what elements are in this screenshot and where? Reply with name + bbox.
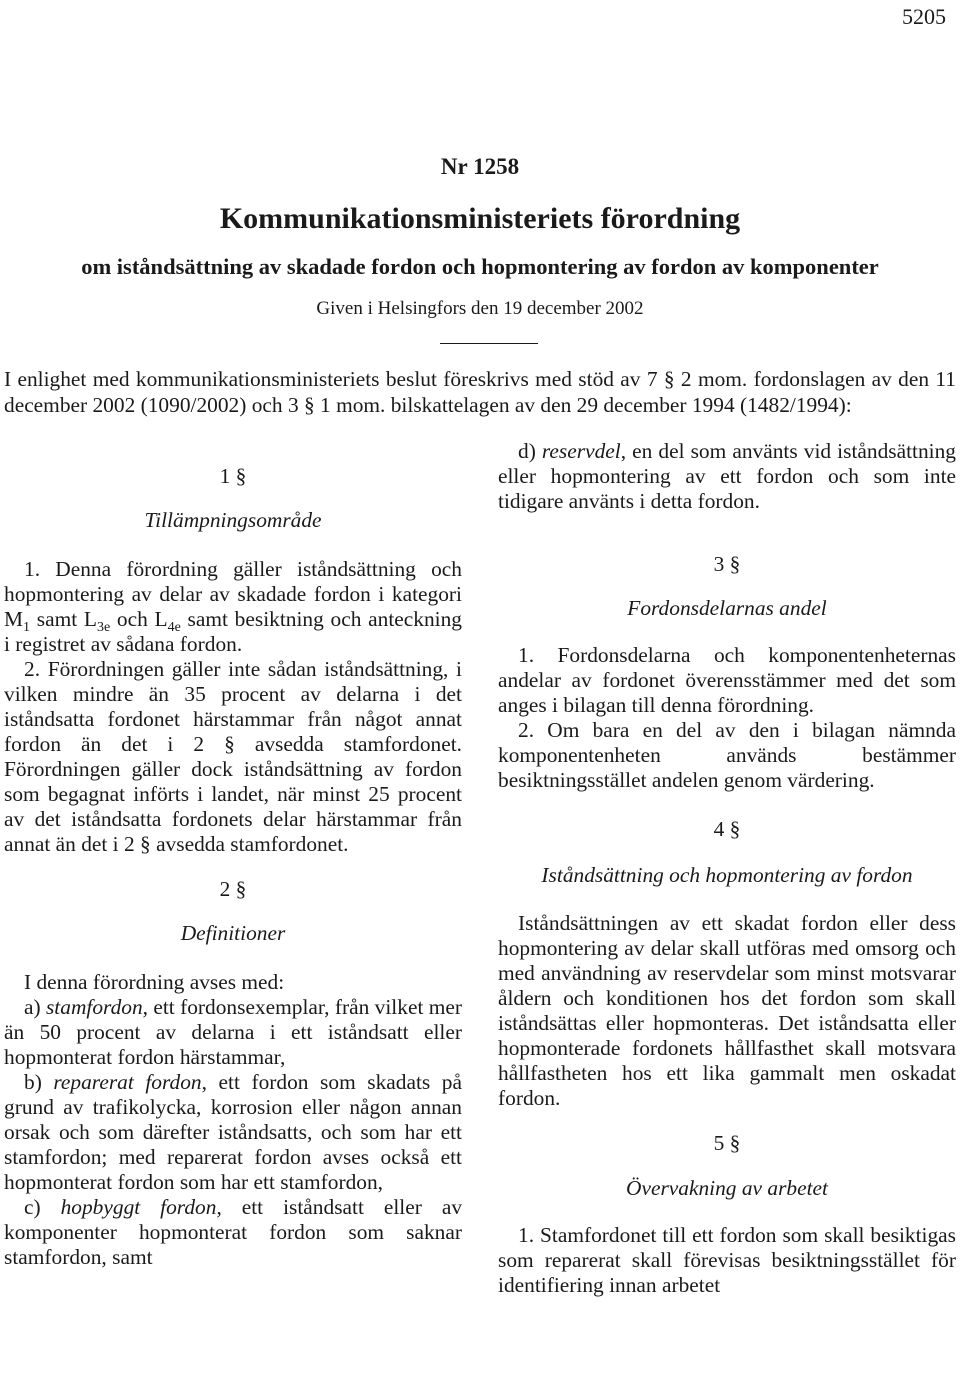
section-5-paragraph-1: 1. Stamfordonet till ett fordon som skall besiktigas som reparerat skall förevisas besiktningsstället för identifiering innan arbetet — [498, 1223, 956, 1297]
text-run: c) — [24, 1195, 61, 1219]
text-run: a) — [24, 995, 46, 1019]
subscript: 4e — [167, 620, 181, 635]
section-3-paragraph-2: 2. Om bara en del av den i bilagan nämnda komponentenheten används bestämmer besiktningsstället andelen genom värdering. — [498, 718, 956, 792]
section-5-number: 5 § — [713, 1131, 741, 1155]
text-run: , ett iståndsatt eller av komponenter hopmonterat fordon som saknar stamfordon, samt — [4, 1195, 463, 1269]
text-run: , ett fordonsexemplar, från vilket mer än 50 procent av delarna i ett iståndsatt eller hopmonterat fordon härstammar, — [4, 995, 463, 1069]
subscript: 3e — [96, 620, 111, 635]
section-3-paragraph-1: 1. Fordonsdelarna och komponentenheternas andelar av fordonet överensstämmer med det som anges i bilagan till denna förordning. — [498, 643, 956, 717]
defined-term: reparerat fordon — [53, 1070, 202, 1094]
subscript: 1 — [23, 620, 31, 635]
given-date: Given i Helsingfors den 19 december 2002 — [316, 298, 644, 319]
left-column — [4, 464, 462, 1270]
section-2-intro: I denna förordning avses med: — [24, 970, 285, 994]
defined-term: stamfordon — [45, 995, 143, 1019]
text-run: samt L — [30, 607, 97, 631]
section-2-number: 2 § — [219, 877, 247, 901]
section-1-paragraph-2: 2. Förordningen gäller inte sådan iståndsättning, i vilken mindre än 35 procent av delarna i det iståndsatta fordonet härstammar från något annat fordon än det i 2 § avsedda stamfordonet. Förordningen gäller dock iståndsättning av fordon som begagnat införts i landet, när minst 25 procent av det iståndsatta fordonets delar härstammar från annat än det i 2 § avsedda stamfordonet. — [4, 657, 462, 856]
text-run: , ett fordon som skadats på grund av trafikolycka, korrosion eller någon annan orsak och som därefter iståndsatts, och som har ett stamfordon; med reparerat fordon avses också ett hopmonterat fordon som har ett stamfordon, — [4, 1070, 462, 1194]
section-3-number: 3 § — [713, 552, 741, 576]
section-1-paragraph-1 — [4, 557, 462, 657]
text-run: och L — [110, 607, 168, 631]
document-subtitle: om iståndsättning av skadade fordon och hopmontering av fordon av komponenter — [81, 254, 879, 279]
section-2-heading: Definitioner — [180, 921, 286, 945]
defined-term: hopbyggt fordon — [60, 1195, 217, 1219]
section-4-number: 4 § — [713, 817, 741, 841]
text-run: 1. Denna förordning gäller iståndsättning och hopmontering av delar av skadade fordon i kategori M — [4, 557, 462, 631]
section-1-heading: Tillämpningsområde — [144, 508, 322, 532]
section-5-heading: Övervakning av arbetet — [626, 1176, 828, 1200]
right-column — [498, 439, 956, 1298]
defined-term: reservdel — [541, 439, 621, 463]
page-number: 5205 — [902, 4, 946, 29]
text-run: , en del som använts vid iståndsättning eller hopmontering av ett fordon och som inte tidigare använts i detta fordon. — [498, 439, 957, 513]
text-run: b) — [24, 1070, 54, 1094]
definition-c — [4, 1195, 462, 1270]
preamble: I enlighet med kommunikationsministeriets beslut föreskrivs med stöd av 7 § 2 mom. fordonslagen av den 11 december 2002 (1090/2002) och 3 § 1 mom. bilskattelagen av den 29 december 1994 (1482/1994): — [4, 367, 956, 417]
section-4-paragraph-1: Iståndsättningen av ett skadat fordon eller dess hopmontering av delar skall utföras med omsorg och med användning av reservdelar som minst motsvarar åldern och konditionen hos det fordon som skall iståndsättas eller hopmonteras. Det iståndsatta eller hopmonterade fordonets hållfasthet skall motsvara hållfastheten hos ett lika gammalt men oskadat fordon. — [498, 911, 956, 1110]
text-run: d) — [518, 439, 542, 463]
statute-number: Nr 1258 — [440, 154, 520, 179]
title-divider — [440, 343, 538, 344]
definition-a — [4, 995, 462, 1070]
definition-b — [4, 1070, 462, 1195]
section-1-number: 1 § — [219, 464, 247, 488]
section-4-heading: Iståndsättning och hopmontering av fordon — [541, 863, 913, 887]
document-title: Kommunikationsministeriets förordning — [219, 202, 741, 235]
definition-d — [498, 439, 956, 514]
section-3-heading: Fordonsdelarnas andel — [627, 596, 827, 620]
text-run: samt besiktning och anteckning i registret av sådana fordon. — [4, 607, 462, 656]
